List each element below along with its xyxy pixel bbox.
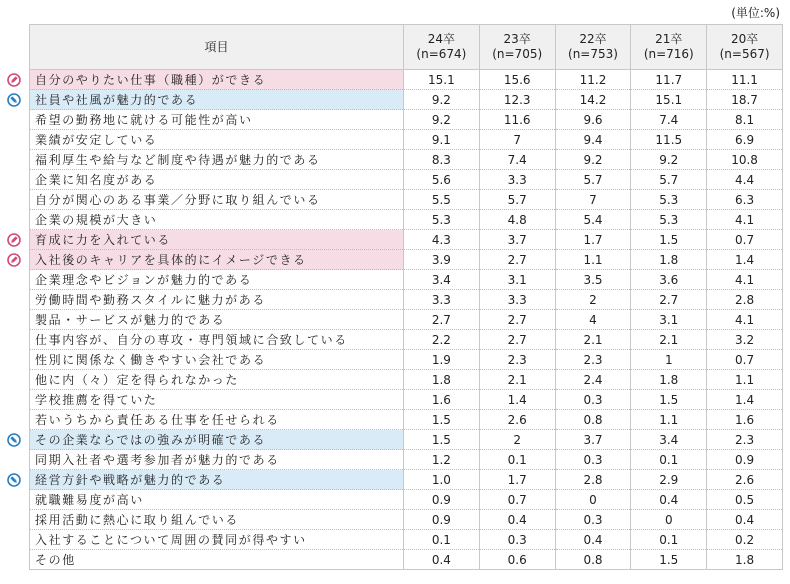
row-label: 入社することについて周囲の賛同が得やすい bbox=[30, 530, 404, 550]
row-value: 0.1 bbox=[631, 530, 707, 550]
unit-note: (単位:%) bbox=[731, 6, 780, 20]
row-value: 3.7 bbox=[555, 430, 631, 450]
row-value: 2 bbox=[479, 430, 555, 450]
row-value: 6.3 bbox=[707, 190, 783, 210]
table-row bbox=[30, 210, 783, 230]
header-n: (n=753) bbox=[568, 47, 618, 61]
row-value: 1.4 bbox=[707, 390, 783, 410]
table-row bbox=[30, 430, 783, 450]
pencil-down-icon bbox=[7, 433, 21, 447]
header-col-21 bbox=[631, 25, 707, 70]
row-value: 2.2 bbox=[404, 330, 480, 350]
row-value: 3.4 bbox=[631, 430, 707, 450]
row-value: 11.1 bbox=[707, 70, 783, 90]
row-value: 2.7 bbox=[479, 330, 555, 350]
row-value: 1.8 bbox=[707, 550, 783, 570]
row-value: 0.3 bbox=[479, 530, 555, 550]
row-value: 0.4 bbox=[555, 530, 631, 550]
row-label: 採用活動に熱心に取り組んでいる bbox=[30, 510, 404, 530]
row-value: 0.9 bbox=[404, 490, 480, 510]
row-value: 0.3 bbox=[555, 510, 631, 530]
row-label: 自分のやりたい仕事（職種）ができる bbox=[30, 70, 404, 90]
row-label: 仕事内容が、自分の専攻・専門領域に合致している bbox=[30, 330, 404, 350]
row-value: 5.7 bbox=[479, 190, 555, 210]
row-value: 1.5 bbox=[631, 390, 707, 410]
row-value: 2.8 bbox=[707, 290, 783, 310]
row-value: 3.5 bbox=[555, 270, 631, 290]
row-value: 5.4 bbox=[555, 210, 631, 230]
row-value: 0.7 bbox=[707, 350, 783, 370]
row-value: 1.5 bbox=[631, 230, 707, 250]
table-row bbox=[30, 290, 783, 310]
row-value: 7.4 bbox=[479, 150, 555, 170]
row-value: 3.3 bbox=[479, 170, 555, 190]
row-value: 7.4 bbox=[631, 110, 707, 130]
row-label: 育成に力を入れている bbox=[30, 230, 404, 250]
row-value: 3.7 bbox=[479, 230, 555, 250]
row-value: 2.8 bbox=[555, 470, 631, 490]
row-value: 5.3 bbox=[631, 210, 707, 230]
row-value: 4.4 bbox=[707, 170, 783, 190]
row-value: 0.3 bbox=[555, 390, 631, 410]
table-row bbox=[30, 110, 783, 130]
row-value: 0.4 bbox=[631, 490, 707, 510]
row-value: 10.8 bbox=[707, 150, 783, 170]
table-row bbox=[30, 530, 783, 550]
row-value: 2.6 bbox=[707, 470, 783, 490]
table-row bbox=[30, 350, 783, 370]
table-row bbox=[30, 390, 783, 410]
row-value: 1.1 bbox=[631, 410, 707, 430]
table-row bbox=[30, 250, 783, 270]
table-row bbox=[30, 330, 783, 350]
row-value: 8.1 bbox=[707, 110, 783, 130]
row-value: 2.7 bbox=[479, 250, 555, 270]
row-value: 0.6 bbox=[479, 550, 555, 570]
row-label: その企業ならではの強みが明確である bbox=[30, 430, 404, 450]
row-label: 経営方針や戦略が魅力的である bbox=[30, 470, 404, 490]
row-value: 2.6 bbox=[479, 410, 555, 430]
row-value: 2.1 bbox=[479, 370, 555, 390]
row-value: 7 bbox=[555, 190, 631, 210]
row-value: 0.8 bbox=[555, 550, 631, 570]
row-value: 2.3 bbox=[479, 350, 555, 370]
row-value: 8.3 bbox=[404, 150, 480, 170]
pencil-down-icon bbox=[7, 93, 21, 107]
row-label: 企業理念やビジョンが魅力的である bbox=[30, 270, 404, 290]
header-year: 24卒 bbox=[427, 32, 456, 46]
row-value: 9.6 bbox=[555, 110, 631, 130]
header-year: 21卒 bbox=[655, 32, 683, 46]
header-year: 20卒 bbox=[730, 32, 759, 46]
row-label: 学校推薦を得ていた bbox=[30, 390, 404, 410]
row-value: 0.1 bbox=[631, 450, 707, 470]
row-value: 2.4 bbox=[555, 370, 631, 390]
row-value: 3.3 bbox=[479, 290, 555, 310]
row-value: 9.2 bbox=[404, 110, 480, 130]
row-value: 0.4 bbox=[404, 550, 480, 570]
row-value: 1.1 bbox=[555, 250, 631, 270]
row-value: 2.7 bbox=[404, 310, 480, 330]
row-value: 0.9 bbox=[404, 510, 480, 530]
table-row bbox=[30, 450, 783, 470]
row-value: 1.5 bbox=[404, 410, 480, 430]
row-label: その他 bbox=[30, 550, 404, 570]
row-value: 1.5 bbox=[404, 430, 480, 450]
header-item: 項目 bbox=[30, 25, 404, 70]
row-value: 1.7 bbox=[555, 230, 631, 250]
row-value: 0 bbox=[555, 490, 631, 510]
row-label: 自分が関心のある事業／分野に取り組んでいる bbox=[30, 190, 404, 210]
row-value: 0.8 bbox=[555, 410, 631, 430]
table-row bbox=[30, 190, 783, 210]
row-value: 2.9 bbox=[631, 470, 707, 490]
pencil-up-icon bbox=[7, 233, 21, 247]
row-label: 業績が安定している bbox=[30, 130, 404, 150]
row-value: 11.5 bbox=[631, 130, 707, 150]
row-label: 入社後のキャリアを具体的にイメージできる bbox=[30, 250, 404, 270]
row-value: 7 bbox=[479, 130, 555, 150]
row-value: 2.3 bbox=[555, 350, 631, 370]
table-body bbox=[30, 70, 783, 570]
table-row bbox=[30, 70, 783, 90]
row-value: 9.2 bbox=[404, 90, 480, 110]
row-value: 2.7 bbox=[479, 310, 555, 330]
header-col-23 bbox=[479, 25, 555, 70]
row-value: 11.6 bbox=[479, 110, 555, 130]
pencil-up-icon bbox=[7, 253, 21, 267]
row-label: 希望の勤務地に就ける可能性が高い bbox=[30, 110, 404, 130]
row-label: 製品・サービスが魅力的である bbox=[30, 310, 404, 330]
row-value: 2.1 bbox=[555, 330, 631, 350]
table-row bbox=[30, 310, 783, 330]
row-value: 1.5 bbox=[631, 550, 707, 570]
pencil-up-icon bbox=[7, 73, 21, 87]
row-value: 1.6 bbox=[404, 390, 480, 410]
row-value: 1 bbox=[631, 350, 707, 370]
row-value: 1.1 bbox=[707, 370, 783, 390]
row-value: 3.1 bbox=[479, 270, 555, 290]
row-value: 1.8 bbox=[631, 370, 707, 390]
row-value: 4.3 bbox=[404, 230, 480, 250]
header-row bbox=[30, 25, 783, 70]
row-label: 同期入社者や選考参加者が魅力的である bbox=[30, 450, 404, 470]
row-value: 15.6 bbox=[479, 70, 555, 90]
row-value: 4 bbox=[555, 310, 631, 330]
row-value: 3.2 bbox=[707, 330, 783, 350]
row-value: 1.7 bbox=[479, 470, 555, 490]
row-value: 3.9 bbox=[404, 250, 480, 270]
row-value: 4.8 bbox=[479, 210, 555, 230]
row-value: 1.4 bbox=[479, 390, 555, 410]
table-row bbox=[30, 510, 783, 530]
table-row bbox=[30, 130, 783, 150]
row-value: 0.7 bbox=[707, 230, 783, 250]
row-label: 就職難易度が高い bbox=[30, 490, 404, 510]
row-value: 3.4 bbox=[404, 270, 480, 290]
row-value: 1.8 bbox=[404, 370, 480, 390]
row-label: 福利厚生や給与など制度や待遇が魅力的である bbox=[30, 150, 404, 170]
row-value: 15.1 bbox=[404, 70, 480, 90]
row-value: 0.5 bbox=[707, 490, 783, 510]
table-row bbox=[30, 550, 783, 570]
row-value: 0.9 bbox=[707, 450, 783, 470]
row-value: 9.4 bbox=[555, 130, 631, 150]
row-value: 0.1 bbox=[479, 450, 555, 470]
row-label: 他に内（々）定を得られなかった bbox=[30, 370, 404, 390]
row-value: 3.1 bbox=[631, 310, 707, 330]
row-value: 14.2 bbox=[555, 90, 631, 110]
row-label: 労働時間や勤務スタイルに魅力がある bbox=[30, 290, 404, 310]
row-value: 9.2 bbox=[555, 150, 631, 170]
row-value: 5.3 bbox=[631, 190, 707, 210]
row-value: 12.3 bbox=[479, 90, 555, 110]
header-n: (n=674) bbox=[416, 47, 467, 61]
row-value: 1.6 bbox=[707, 410, 783, 430]
table-row bbox=[30, 90, 783, 110]
row-value: 0.3 bbox=[555, 450, 631, 470]
row-value: 0 bbox=[631, 510, 707, 530]
row-label: 社員や社風が魅力的である bbox=[30, 90, 404, 110]
row-value: 1.2 bbox=[404, 450, 480, 470]
row-value: 2 bbox=[555, 290, 631, 310]
row-label: 性別に関係なく働きやすい会社である bbox=[30, 350, 404, 370]
row-value: 18.7 bbox=[707, 90, 783, 110]
header-n: (n=705) bbox=[492, 47, 543, 61]
row-value: 1.4 bbox=[707, 250, 783, 270]
table-row bbox=[30, 490, 783, 510]
row-value: 2.7 bbox=[631, 290, 707, 310]
row-value: 5.5 bbox=[404, 190, 480, 210]
row-value: 5.6 bbox=[404, 170, 480, 190]
row-value: 9.2 bbox=[631, 150, 707, 170]
row-value: 9.1 bbox=[404, 130, 480, 150]
row-value: 4.1 bbox=[707, 270, 783, 290]
header-col-20 bbox=[707, 25, 783, 70]
row-value: 4.1 bbox=[707, 310, 783, 330]
data-table bbox=[29, 24, 783, 570]
row-value: 1.9 bbox=[404, 350, 480, 370]
row-value: 11.2 bbox=[555, 70, 631, 90]
header-col-24 bbox=[404, 25, 480, 70]
table-row bbox=[30, 270, 783, 290]
row-value: 5.7 bbox=[555, 170, 631, 190]
row-value: 1.8 bbox=[631, 250, 707, 270]
table-row bbox=[30, 170, 783, 190]
row-value: 0.2 bbox=[707, 530, 783, 550]
row-label: 若いうちから責任ある仕事を任せられる bbox=[30, 410, 404, 430]
row-label: 企業の規模が大きい bbox=[30, 210, 404, 230]
table-row bbox=[30, 410, 783, 430]
table-row bbox=[30, 370, 783, 390]
row-label: 企業に知名度がある bbox=[30, 170, 404, 190]
row-value: 0.1 bbox=[404, 530, 480, 550]
pencil-down-icon bbox=[7, 473, 21, 487]
row-value: 0.4 bbox=[707, 510, 783, 530]
row-value: 6.9 bbox=[707, 130, 783, 150]
row-value: 11.7 bbox=[631, 70, 707, 90]
row-value: 2.3 bbox=[707, 430, 783, 450]
header-col-22 bbox=[555, 25, 631, 70]
row-value: 0.7 bbox=[479, 490, 555, 510]
header-n: (n=567) bbox=[719, 47, 770, 61]
row-value: 3.6 bbox=[631, 270, 707, 290]
row-value: 5.3 bbox=[404, 210, 480, 230]
table-row bbox=[30, 470, 783, 490]
row-value: 4.1 bbox=[707, 210, 783, 230]
row-value: 5.7 bbox=[631, 170, 707, 190]
header-year: 22卒 bbox=[579, 32, 607, 46]
table-row bbox=[30, 230, 783, 250]
header-n: (n=716) bbox=[643, 47, 694, 61]
row-value: 2.1 bbox=[631, 330, 707, 350]
header-year: 23卒 bbox=[503, 32, 531, 46]
row-value: 3.3 bbox=[404, 290, 480, 310]
row-value: 0.4 bbox=[479, 510, 555, 530]
row-value: 1.0 bbox=[404, 470, 480, 490]
table-row bbox=[30, 150, 783, 170]
row-value: 15.1 bbox=[631, 90, 707, 110]
